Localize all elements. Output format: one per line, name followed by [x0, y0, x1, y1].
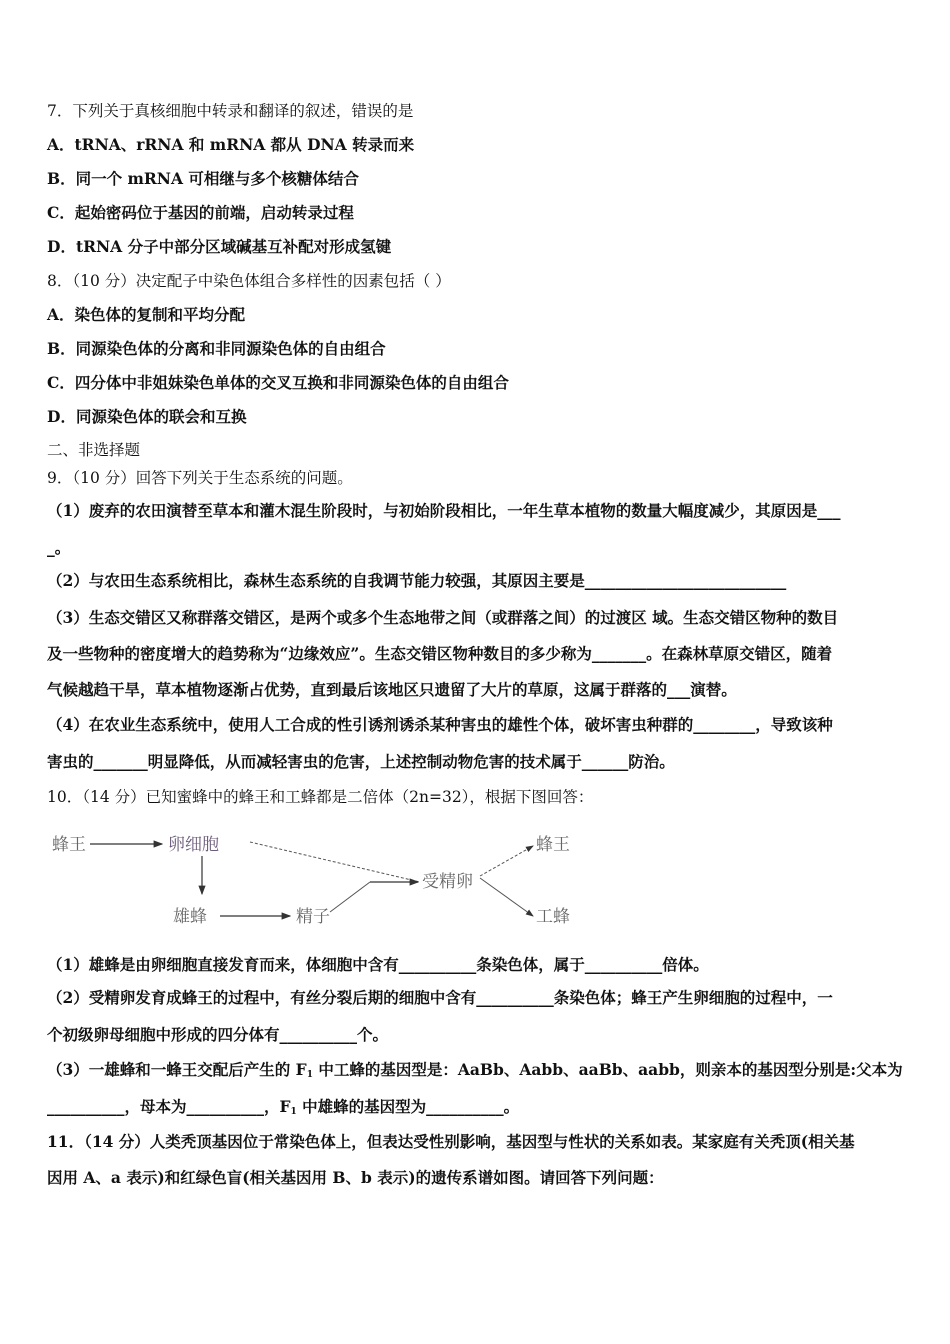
q10-part2-cont: 个初级卵母细胞中形成的四分体有__________个。	[47, 1025, 389, 1044]
q7-option-a: A．tRNA、rRNA 和 mRNA 都从 DNA 转录而来	[47, 135, 415, 154]
line	[330, 882, 370, 912]
q9-part3: （3）生态交错区又称群落交错区，是两个或多个生态地带之间（或群落之间）的过渡区 域。生态交错区物种的数目	[47, 608, 839, 627]
q10-part1: （1）雄蜂是由卵细胞直接发育而来，体细胞中含有__________条染色体，属于__________倍体。	[47, 955, 709, 974]
q8-option-c: C．四分体中非姐妹染色单体的交叉互换和非同源染色体的自由组合	[47, 373, 509, 392]
q8-stem: 8．（10 分）决定配子中染色体组合多样性的因素包括（ ）	[47, 272, 451, 290]
q9-part1: （1）废弃的农田演替至草本和灌木混生阶段时，与初始阶段相比，一年生草本植物的数量大幅度减少，其原因是___	[47, 501, 841, 520]
q7-option-d: D．tRNA 分子中部分区域碱基互补配对形成氢键	[47, 237, 392, 256]
label-queen-offspring: 蜂王	[536, 835, 570, 855]
subscript: 1	[290, 1107, 297, 1117]
q11-stem: 11．（14 分）人类秃顶基因位于常染色体上，但表达受性别影响，基因型与性状的关系如表。某家庭有关秃顶(相关基	[47, 1132, 855, 1151]
q9-part2: （2）与农田生态系统相比，森林生态系统的自我调节能力较强，其原因主要是__________________________	[47, 571, 787, 590]
label-worker: 工蜂	[536, 907, 570, 927]
q9-stem: 9．（10 分）回答下列关于生态系统的问题。	[47, 469, 353, 487]
q10-stem: 10．（14 分）已知蜜蜂中的蜂王和工蜂都是二倍体（2n=32），根据下图回答：	[47, 788, 594, 806]
label-zygote: 受精卵	[422, 872, 473, 892]
q9-part4: （4）在农业生态系统中，使用人工合成的性引诱剂诱杀某种害虫的雄性个体，破坏害虫种群的________，导致该种	[47, 715, 833, 734]
q10-part3-cont	[47, 1097, 519, 1122]
arrow	[480, 846, 533, 876]
q9-part3-cont: 及一些物种的密度增大的趋势称为“边缘效应”。生态交错区物种数目的多少称为_______。在森林草原交错区，随着	[47, 644, 833, 663]
q10-part2: （2）受精卵发育成蜂王的过程中，有丝分裂后期的细胞中含有__________条染色体；蜂王产生卵细胞的过程中，一	[47, 988, 833, 1007]
q8-option-b: B．同源染色体的分离和非同源染色体的自由组合	[47, 339, 386, 358]
subscript: 1	[306, 1070, 313, 1080]
q9-part4-cont: 害虫的_______明显降低，从而减轻害虫的危害，上述控制动物危害的技术属于______防治。	[47, 752, 675, 771]
q8-option-d: D．同源染色体的联会和互换	[47, 407, 247, 426]
text: 中工蜂的基因型是：AaBb、Aabb、aaBb、aabb，则亲本的基因型分别是:父本为	[312, 1060, 903, 1079]
label-egg: 卵细胞	[168, 835, 219, 855]
q8-option-a: A．染色体的复制和平均分配	[47, 305, 246, 324]
q9-part3-cont2: 气候越趋干旱，草本植物逐渐占优势，直到最后该地区只遗留了大片的草原，这属于群落的___演替。	[47, 680, 737, 699]
label-sperm: 精子	[296, 907, 330, 927]
dashed-line	[250, 842, 420, 882]
label-drone: 雄蜂	[173, 907, 207, 927]
bee-reproduction-diagram	[40, 820, 720, 930]
text: 中雄蜂的基因型为__________。	[296, 1097, 520, 1116]
arrow	[480, 878, 533, 916]
q7-option-c: C．起始密码位于基因的前端，启动转录过程	[47, 203, 354, 222]
label-queen: 蜂王	[52, 835, 86, 855]
text: __________，母本为__________，F	[47, 1097, 291, 1116]
q7-stem: 7．下列关于真核细胞中转录和翻译的叙述，错误的是	[47, 102, 414, 120]
text: （3）一雄蜂和一蜂王交配后产生的 F	[47, 1060, 307, 1079]
q10-part3	[47, 1060, 903, 1085]
q11-stem-cont: 因用 A、a 表示)和红绿色盲(相关基因用 B、b 表示)的遗传系谱如图。请回答下列问题：	[47, 1168, 664, 1187]
section-heading: 二、非选择题	[47, 441, 141, 459]
q9-part1-cont: _。	[47, 538, 71, 557]
q7-option-b: B．同一个 mRNA 可相继与多个核糖体结合	[47, 169, 359, 188]
